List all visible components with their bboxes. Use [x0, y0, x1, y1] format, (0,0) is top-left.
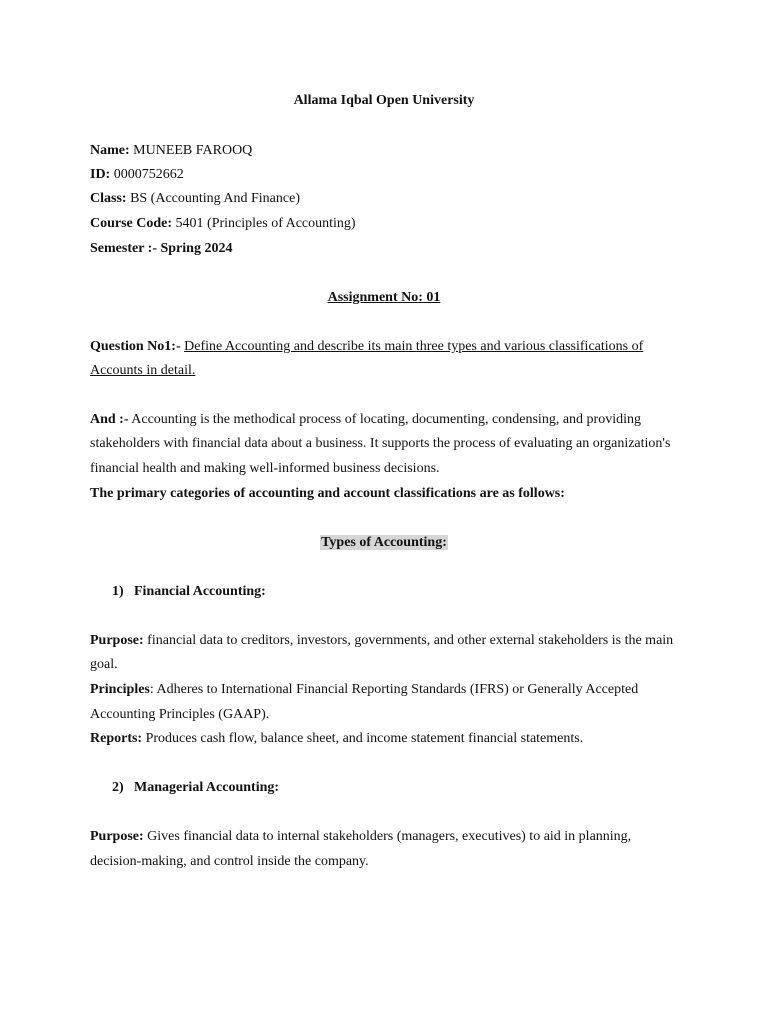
- course-code: Course Code: 5401 (Principles of Accounting): [90, 216, 356, 231]
- semester: Semester :- Spring 2024: [90, 241, 233, 256]
- answer-line-2: stakeholders with financial data about a business. It supports the process of evaluating an organization's: [90, 436, 671, 451]
- assignment-title: Assignment No: 01: [327, 290, 441, 305]
- categories-heading: The primary categories of accounting and account classifications are as follows:: [90, 486, 565, 501]
- financial-principles-line-2: Accounting Principles (GAAP).: [90, 707, 270, 722]
- answer-line-3: financial health and making well-informed business decisions.: [90, 461, 440, 476]
- student-id: ID: 0000752662: [90, 167, 184, 182]
- question-line-1: Question No1:- Define Accounting and describe its main three types and various classifications of: [90, 339, 644, 354]
- question-line-2: Accounts in detail.: [90, 363, 196, 378]
- financial-accounting-heading: 1) Financial Accounting:: [112, 584, 266, 599]
- managerial-accounting-heading: 2) Managerial Accounting:: [112, 780, 280, 795]
- financial-reports: Reports: Produces cash flow, balance sheet, and income statement financial statements.: [90, 731, 584, 746]
- financial-principles-line-1: Principles: Adheres to International Financial Reporting Standards (IFRS) or Generally Accepted: [90, 682, 639, 697]
- student-class: Class: BS (Accounting And Finance): [90, 191, 300, 206]
- university-title: Allama Iqbal Open University: [293, 93, 475, 108]
- financial-purpose-line-2: goal.: [90, 657, 118, 672]
- financial-purpose-line-1: Purpose: financial data to creditors, investors, governments, and other external stakeholders is the main: [90, 633, 674, 648]
- answer-line-1: And :- Accounting is the methodical process of locating, documenting, condensing, and providing: [90, 412, 641, 427]
- student-name: Name: MUNEEB FAROOQ: [90, 143, 253, 158]
- types-heading: Types of Accounting:: [321, 535, 447, 550]
- managerial-purpose-line-1: Purpose: Gives financial data to internal stakeholders (managers, executives) to aid in planning,: [90, 829, 632, 844]
- managerial-purpose-line-2: decision-making, and control inside the company.: [90, 854, 369, 869]
